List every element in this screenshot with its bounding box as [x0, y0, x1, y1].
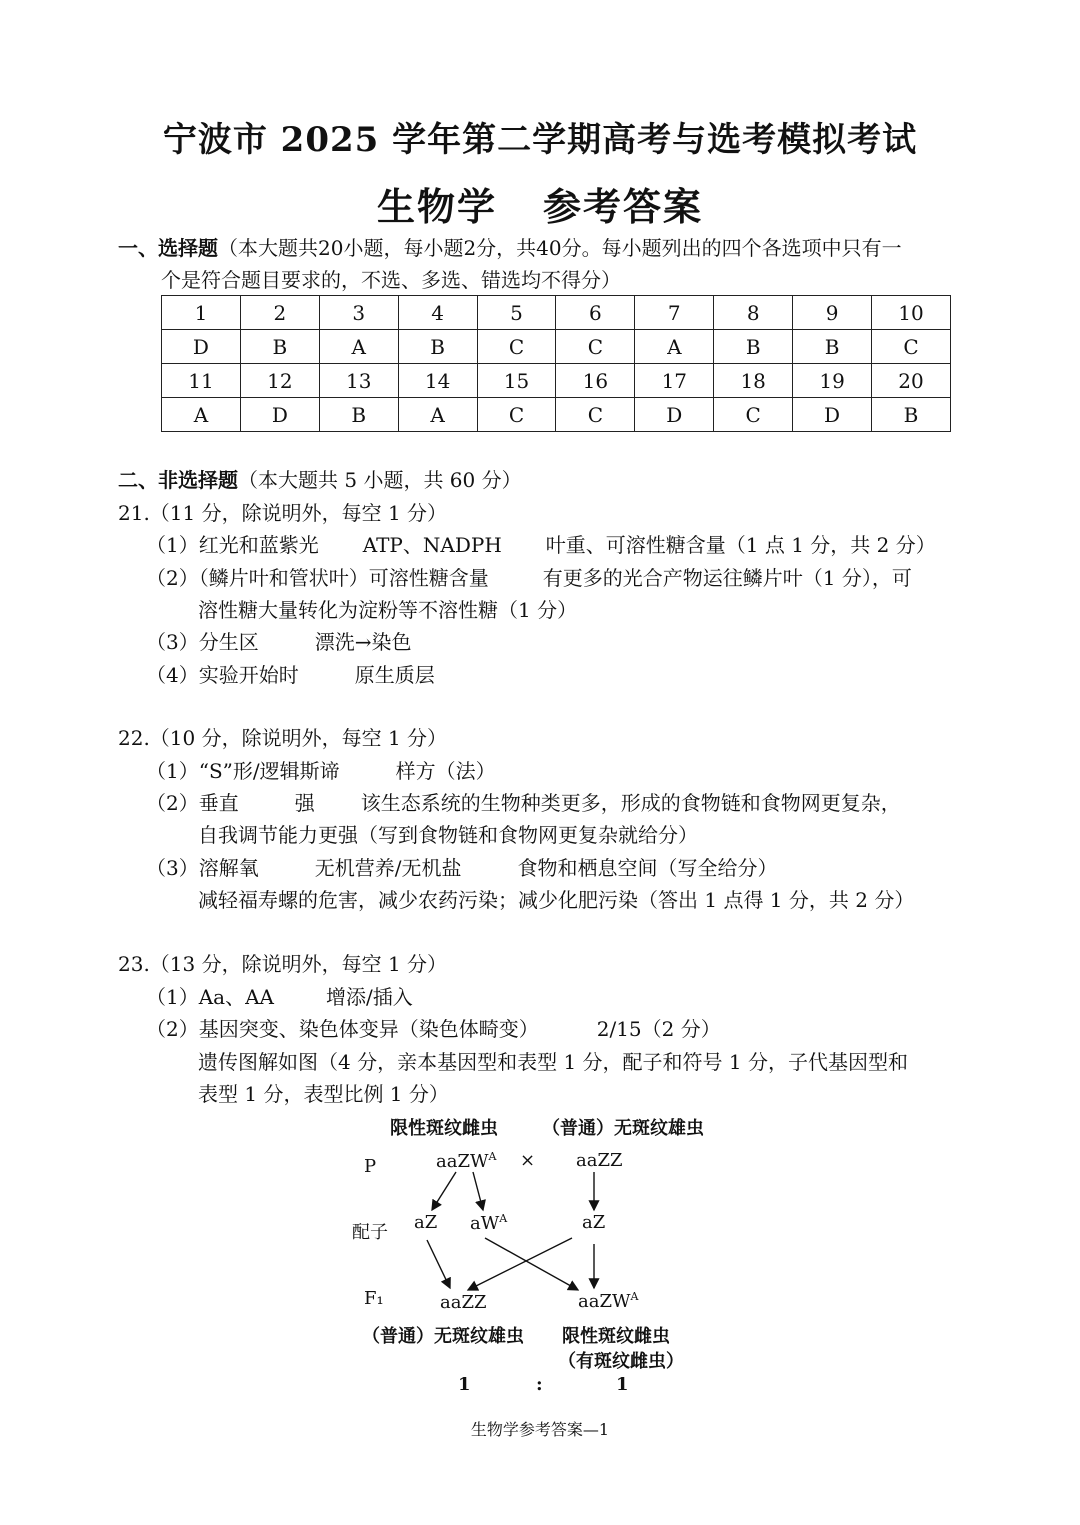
arrow-az2-to-aazz — [468, 1238, 572, 1290]
arrow-female-to-aw — [473, 1172, 483, 1210]
q21-p4-a: （4）实验开始时 — [146, 663, 299, 687]
document-title: 宁波市 2025 学年第二学期高考与选考模拟考试 — [162, 120, 918, 160]
question-number-cell: 11 — [162, 364, 241, 398]
q22-p3-c: 食物和栖息空间（写全给分） — [517, 856, 778, 880]
q22-part1 — [146, 755, 496, 787]
q21-p2-a: （2）（鳞片叶和管状叶）可溶性糖含量 — [146, 566, 489, 590]
answer-cell: B — [872, 398, 951, 432]
answer-cell: D — [793, 398, 872, 432]
label-f1: F₁ — [364, 1288, 384, 1309]
question-number-cell: 5 — [477, 296, 556, 330]
question-number-cell: 6 — [556, 296, 635, 330]
f1-female-phenotype: 限性斑纹雌虫 — [562, 1326, 670, 1347]
question-number-cell: 20 — [872, 364, 951, 398]
question-number-cell: 18 — [714, 364, 793, 398]
q22-p2-d: 自我调节能力更强（写到食物链和食物网更复杂就给分） — [198, 823, 698, 847]
answer-cell: D — [240, 398, 319, 432]
q21-p3-b: 漂洗→染色 — [314, 630, 412, 654]
answer-key-label: 参考答案 — [543, 184, 704, 229]
answer-cell: A — [319, 330, 398, 364]
ratio-right: 1 — [616, 1374, 629, 1395]
q22-header: 22.（10 分，除说明外，每空 1 分） — [118, 726, 448, 750]
genetic-cross-diagram — [340, 1112, 740, 1402]
page-footer: 生物学参考答案—1 — [470, 1420, 610, 1439]
q21-p2-b: 有更多的光合产物运往鳞片叶（1 分），可 — [542, 566, 912, 590]
ratio-colon: : — [536, 1374, 543, 1395]
question-number-cell: 15 — [477, 364, 556, 398]
q23-p1-a: （1）Aa、AA — [146, 985, 274, 1009]
q23-part1 — [146, 981, 413, 1013]
question-number-cell: 7 — [635, 296, 714, 330]
q23-p2-a: （2）基因突变、染色体变异（染色体畸变） — [146, 1017, 539, 1041]
parent-female-phenotype: 限性斑纹雌虫 — [390, 1118, 498, 1139]
f1-female-phenotype-note: （有斑纹雌虫） — [558, 1351, 684, 1372]
answer-cell: B — [240, 330, 319, 364]
parent-male-phenotype: （普通）无斑纹雄虫 — [542, 1118, 704, 1139]
parent-male-genotype: aaZZ — [576, 1150, 623, 1171]
q22-p3-b: 无机营养/无机盐 — [314, 856, 462, 880]
answer-cell: B — [398, 330, 477, 364]
section1-heading: 一、选择题 — [118, 236, 218, 260]
q21-part4 — [146, 659, 435, 691]
q23-part2 — [146, 1013, 721, 1045]
answer-cell: C — [477, 398, 556, 432]
answer-cell: A — [635, 330, 714, 364]
question-number-cell: 19 — [793, 364, 872, 398]
q22-p2-c: 该生态系统的生物种类更多，形成的食物链和食物网更复杂， — [360, 791, 901, 815]
question-number-cell: 1 — [162, 296, 241, 330]
answer-cell: C — [556, 330, 635, 364]
q22-part2 — [146, 787, 901, 819]
q21-part2 — [146, 562, 912, 594]
answer-cell: C — [872, 330, 951, 364]
question-number-cell: 12 — [240, 364, 319, 398]
q22-p1-a: （1）“S”形/逻辑斯谛 — [146, 759, 340, 783]
section2-line — [118, 464, 522, 496]
section2-desc: （本大题共 5 小题，共 60 分） — [238, 468, 522, 492]
question-number-cell: 10 — [872, 296, 951, 330]
label-gamete: 配子 — [352, 1222, 388, 1243]
answer-cell: C — [714, 398, 793, 432]
q21-part1 — [146, 529, 936, 561]
gamete-aw: $aW^A$ — [470, 1212, 508, 1234]
answer-table — [161, 295, 951, 432]
f1-male-genotype: aaZZ — [440, 1292, 487, 1313]
answer-cell: D — [635, 398, 714, 432]
f1-female-genotype: aaZW$^A$ — [578, 1290, 639, 1312]
label-p: P — [364, 1156, 377, 1177]
question-number-cell: 2 — [240, 296, 319, 330]
q21-p4-b: 原生质层 — [354, 663, 435, 687]
question-number-cell: 13 — [319, 364, 398, 398]
q23-p2-b: 2/15（2 分） — [596, 1017, 721, 1041]
q21-header: 21.（11 分，除说明外，每空 1 分） — [118, 501, 448, 525]
arrow-aw-to-aazw — [485, 1238, 578, 1290]
answer-cell: A — [398, 398, 477, 432]
answer-row — [162, 398, 951, 432]
answer-cell: D — [162, 330, 241, 364]
section1-desc-1: （本大题共20小题，每小题2分，共40分。每小题列出的四个各选项中只有一 — [218, 236, 902, 260]
q23-p2-d: 表型 1 分，表型比例 1 分） — [198, 1082, 449, 1106]
f1-male-phenotype: （普通）无斑纹雄虫 — [362, 1326, 524, 1347]
question-number-cell: 8 — [714, 296, 793, 330]
gamete-az-female: aZ — [414, 1212, 438, 1233]
question-number-row — [162, 296, 951, 330]
section2-heading: 二、非选择题 — [118, 468, 238, 492]
question-number-cell: 17 — [635, 364, 714, 398]
parent-female-genotype: aaZW$^A$ — [436, 1150, 497, 1172]
q21-p1-b: ATP、NADPH — [362, 533, 502, 557]
answer-cell: B — [319, 398, 398, 432]
question-number-cell: 9 — [793, 296, 872, 330]
q21-p1-a: （1）红光和蓝紫光 — [146, 533, 319, 557]
question-number-cell: 16 — [556, 364, 635, 398]
arrow-az-to-aazz — [427, 1240, 450, 1288]
question-number-row — [162, 364, 951, 398]
q21-p2-c: 溶性糖大量转化为淀粉等不溶性糖（1 分） — [198, 598, 578, 622]
answer-row — [162, 330, 951, 364]
answer-cell: B — [793, 330, 872, 364]
q23-p2-c: 遗传图解如图（4 分，亲本基因型和表型 1 分，配子和符号 1 分，子代基因型和 — [198, 1050, 908, 1074]
q22-p2-a: （2）垂直 — [146, 791, 239, 815]
question-number-cell: 4 — [398, 296, 477, 330]
gamete-az-male: aZ — [582, 1212, 606, 1233]
answer-cell: B — [714, 330, 793, 364]
answer-cell: C — [477, 330, 556, 364]
q22-p1-b: 样方（法） — [395, 759, 496, 783]
q21-p1-c: 叶重、可溶性糖含量（1 点 1 分，共 2 分） — [545, 533, 936, 557]
question-number-cell: 3 — [319, 296, 398, 330]
q23-p1-b: 增添/插入 — [325, 985, 413, 1009]
q22-p2-b: 强 — [294, 791, 315, 815]
section1-desc-2: 个是符合题目要求的，不选、多选、错选均不得分） — [161, 268, 621, 292]
q21-part3 — [146, 626, 412, 658]
q22-p3-a: （3）溶解氧 — [146, 856, 259, 880]
answer-cell: C — [556, 398, 635, 432]
q22-part3 — [146, 852, 777, 884]
q22-p3-d: 减轻福寿螺的危害，减少农药污染；减少化肥污染（答出 1 点得 1 分，共 2 分） — [198, 888, 915, 912]
section1-line1 — [118, 232, 902, 264]
ratio-left: 1 — [458, 1374, 471, 1395]
subject-label: 生物学 — [376, 184, 497, 229]
arrow-female-to-az — [432, 1172, 456, 1210]
q23-header: 23.（13 分，除说明外，每空 1 分） — [118, 952, 448, 976]
question-number-cell: 14 — [398, 364, 477, 398]
document-subtitle — [0, 176, 1080, 231]
answer-cell: A — [162, 398, 241, 432]
q21-p3-a: （3）分生区 — [146, 630, 259, 654]
cross-symbol: × — [520, 1150, 536, 1171]
